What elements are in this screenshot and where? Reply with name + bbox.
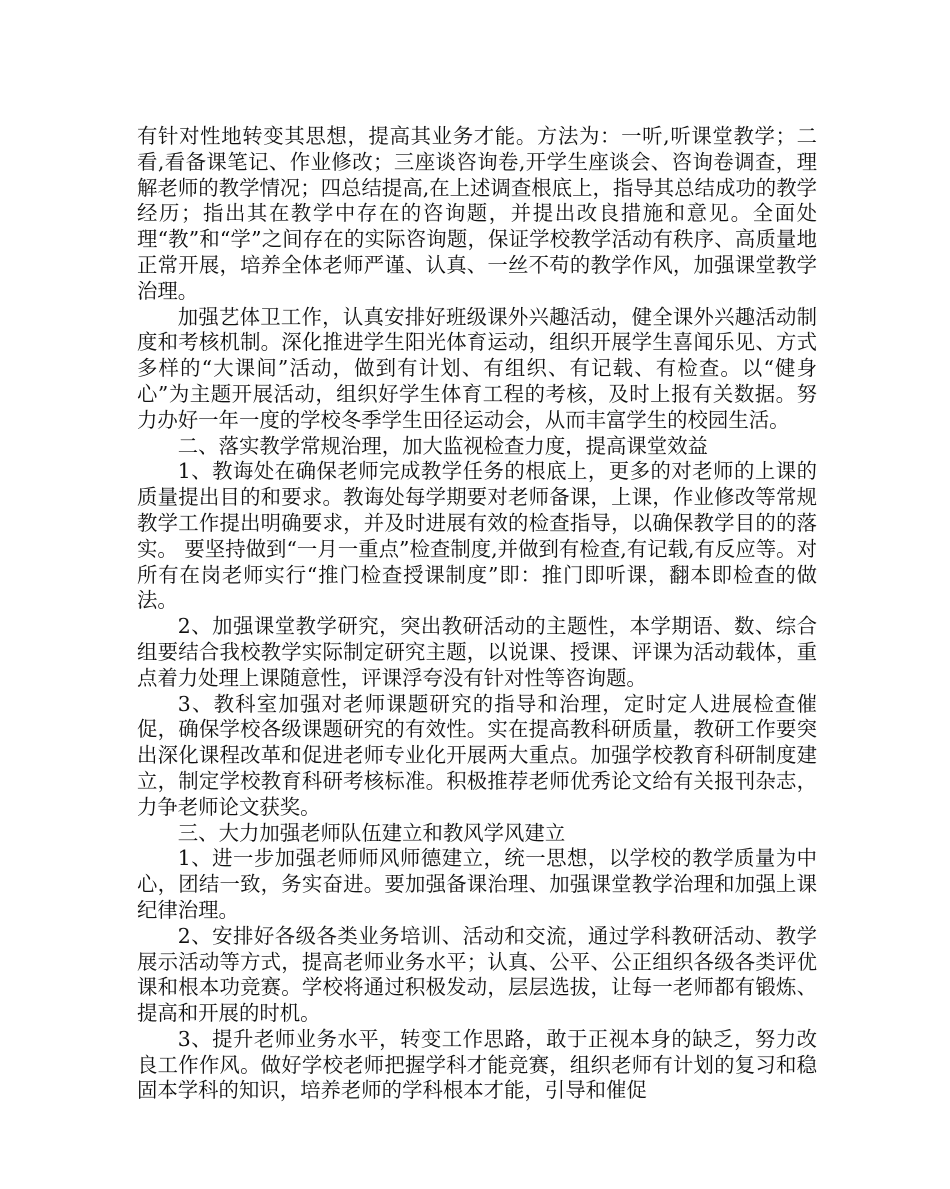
paragraph-4: 2、加强课堂教学研究，突出教研活动的主题性，本学期语、数、综合组要结合我校教学实际制定研究主题，以说课、授课、评课为活动载体，重点着力处理上课随意性，评课浮夸没有针对性等咨询题。 [137,614,817,690]
paragraph-6: 1、进一步加强老师师风师德建立，统一思想，以学校的教学质量为中心，团结一致，务实奋进。要加强备课治理、加强课堂教学治理和加强上课纪律治理。 [137,846,817,922]
paragraph-3: 1、教诲处在确保老师完成教学任务的根底上，更多的对老师的上课的质量提出目的和要求。教诲处每学期要对老师备课，上课，作业修改等常规教学工作提出明确要求，并及时进展有效的检查指导，以确保教学目的的落实。 要坚持做到“一月一重点”检查制度,并做到有检查,有记载,有反应等。对所有在岗老师实行“推门检查授课制度”即：推门即听课，翻本即检查的做法。 [137,459,817,613]
document-page [137,124,817,1104]
paragraph-5: 3、教科室加强对老师课题研究的指导和治理，定时定人进展检查催促，确保学校各级课题研究的有效性。实在提高教科研质量，教研工作要突出深化课程改革和促进老师专业化开展两大重点。加强学校教育科研制度建立，制定学校教育科研考核标准。积极推荐老师优秀论文给有关报刊杂志，力争老师论文获奖。 [137,691,817,819]
section-heading-2: 二、落实教学常规治理，加大监视检查力度，提高课堂效益 [177,433,708,458]
paragraph-1: 有针对性地转变其思想，提高其业务才能。方法为：一听,听课堂教学；二看,看备课笔记、作业修改；三座谈咨询卷,开学生座谈会、咨询卷调查，理解老师的教学情况；四总结提高,在上述调查根底上，指导其总结成功的教学经历；指出其在教学中存在的咨询题，并提出改良措施和意见。全面处理“教”和“学”之间存在的实际咨询题，保证学校教学活动有秩序、高质量地正常开展，培养全体老师严谨、认真、一丝不苟的教学作风，加强课堂教学治理。 [137,124,817,303]
paragraph-2: 加强艺体卫工作，认真安排好班级课外兴趣活动，健全课外兴趣活动制度和考核机制。深化推进学生阳光体育运动，组织开展学生喜闻乐见、方式多样的“大课间”活动，做到有计划、有组织、有记载、有检查。以“健身心”为主题开展活动，组织好学生体育工程的考核，及时上报有关数据。努力办好一年一度的学校冬季学生田径运动会，从而丰富学生的校园生活。 [137,304,817,432]
section-heading-3: 三、大力加强老师队伍建立和教风学风建立 [177,820,566,845]
paragraph-7: 2、安排好各级各类业务培训、活动和交流，通过学科教研活动、教学展示活动等方式，提高老师业务水平；认真、公平、公正组织各级各类评优课和根本功竞赛。学校将通过积极发动，层层选拔，让每一老师都有锻炼、提高和开展的时机。 [137,923,817,1026]
paragraph-8: 3、提升老师业务水平，转变工作思路，敢于正视本身的缺乏，努力改良工作作风。做好学校老师把握学科才能竞赛，组织老师有计划的复习和稳固本学科的知识，培养老师的学科根本才能，引导和催促 [137,1026,817,1103]
